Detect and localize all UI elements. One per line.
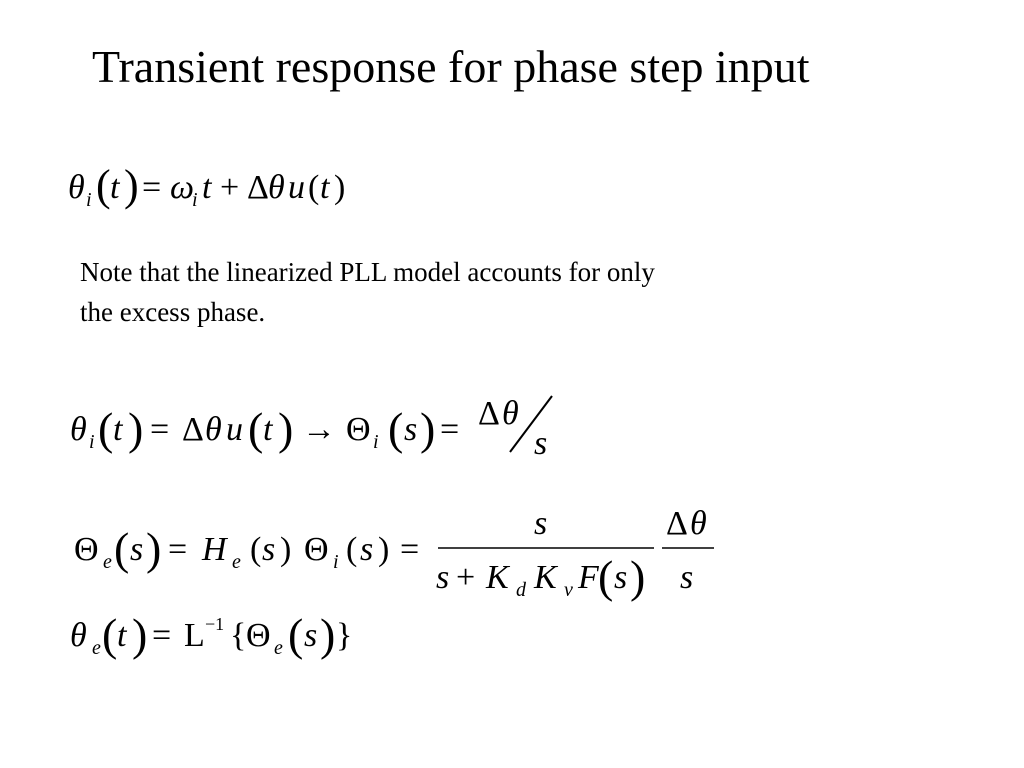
svg-text:θ: θ xyxy=(68,169,85,206)
svg-text:Δ: Δ xyxy=(247,169,269,206)
svg-text:(: ( xyxy=(96,161,111,210)
svg-text:i: i xyxy=(89,431,95,453)
svg-text:s: s xyxy=(534,505,548,542)
svg-text:d: d xyxy=(516,579,526,601)
svg-text:i: i xyxy=(373,431,379,453)
svg-text:K: K xyxy=(486,559,509,596)
svg-text:(: ( xyxy=(308,169,320,206)
svg-text:K: K xyxy=(534,559,557,596)
note-line-2: the excess phase. xyxy=(80,297,266,327)
svg-text:Θ: Θ xyxy=(304,531,329,568)
svg-text:(: ( xyxy=(388,403,404,454)
svg-text:θ: θ xyxy=(70,411,87,448)
svg-text:): ) xyxy=(378,531,390,568)
svg-text:): ) xyxy=(320,609,336,660)
svg-text:}: } xyxy=(336,617,353,654)
svg-text:): ) xyxy=(280,531,292,568)
svg-text:t: t xyxy=(113,411,123,448)
svg-text:s: s xyxy=(404,411,418,448)
svg-text:H: H xyxy=(202,531,227,568)
svg-text:→: → xyxy=(302,411,336,448)
svg-text:s: s xyxy=(262,531,276,568)
svg-text:(: ( xyxy=(98,403,114,454)
svg-text:s: s xyxy=(680,559,694,596)
svg-text:=: = xyxy=(400,531,420,568)
svg-text:e: e xyxy=(274,637,283,659)
note-line-1: Note that the linearized PLL model accounts for only xyxy=(80,257,655,287)
svg-text:Δ: Δ xyxy=(182,411,204,448)
svg-text:Θ: Θ xyxy=(246,617,271,654)
svg-text:ω: ω xyxy=(170,169,195,206)
svg-text:Θ: Θ xyxy=(346,411,371,448)
svg-text:t: t xyxy=(263,411,273,448)
svg-text:): ) xyxy=(420,403,436,454)
svg-text:t: t xyxy=(110,169,120,206)
svg-text:t: t xyxy=(202,169,212,206)
svg-text:): ) xyxy=(132,609,148,660)
svg-text:s: s xyxy=(304,617,318,654)
svg-text:(: ( xyxy=(114,523,130,574)
equation-4-glyphs xyxy=(70,609,352,660)
svg-text:θ: θ xyxy=(268,169,285,206)
slide-title: Transient response for phase step input xyxy=(92,41,810,92)
svg-text:=: = xyxy=(142,169,162,206)
svg-text:e: e xyxy=(92,637,101,659)
svg-text:+: + xyxy=(456,559,476,596)
svg-text:(: ( xyxy=(346,531,358,568)
svg-text:Δ: Δ xyxy=(666,505,688,542)
svg-text:(: ( xyxy=(598,551,614,602)
svg-text:i: i xyxy=(192,189,198,211)
svg-text:F: F xyxy=(578,559,599,596)
svg-text:+: + xyxy=(220,169,240,206)
svg-text:i: i xyxy=(86,189,92,211)
svg-text:s: s xyxy=(436,559,450,596)
svg-text:e: e xyxy=(103,551,112,573)
svg-text:t: t xyxy=(117,617,127,654)
svg-text:(: ( xyxy=(102,609,118,660)
svg-text:{: { xyxy=(230,617,247,654)
svg-text:(: ( xyxy=(248,403,264,454)
svg-text:e: e xyxy=(232,551,241,573)
svg-text:s: s xyxy=(534,425,548,462)
svg-text:=: = xyxy=(440,411,460,448)
svg-text:=: = xyxy=(152,617,172,654)
svg-text:v: v xyxy=(564,579,573,601)
svg-text:): ) xyxy=(630,551,646,602)
svg-text:): ) xyxy=(128,403,144,454)
svg-text:t: t xyxy=(320,169,330,206)
svg-text:L: L xyxy=(184,617,205,654)
svg-text:=: = xyxy=(168,531,188,568)
svg-text:u: u xyxy=(288,169,305,206)
svg-text:): ) xyxy=(334,169,346,206)
svg-text:u: u xyxy=(226,411,243,448)
svg-text:): ) xyxy=(278,403,294,454)
svg-text:s: s xyxy=(360,531,374,568)
svg-text:s: s xyxy=(614,559,628,596)
svg-text:Δ: Δ xyxy=(478,395,500,432)
svg-text:): ) xyxy=(124,161,139,210)
svg-text:θ: θ xyxy=(205,411,222,448)
svg-text:=: = xyxy=(150,411,170,448)
svg-text:−1: −1 xyxy=(205,614,225,634)
svg-text:(: ( xyxy=(288,609,304,660)
svg-text:θ: θ xyxy=(70,617,87,654)
svg-text:Θ: Θ xyxy=(74,531,99,568)
svg-text:): ) xyxy=(146,523,162,574)
svg-text:θ: θ xyxy=(502,395,519,432)
svg-text:s: s xyxy=(130,531,144,568)
svg-text:(: ( xyxy=(250,531,262,568)
svg-text:θ: θ xyxy=(690,505,707,542)
svg-text:i: i xyxy=(333,551,339,573)
